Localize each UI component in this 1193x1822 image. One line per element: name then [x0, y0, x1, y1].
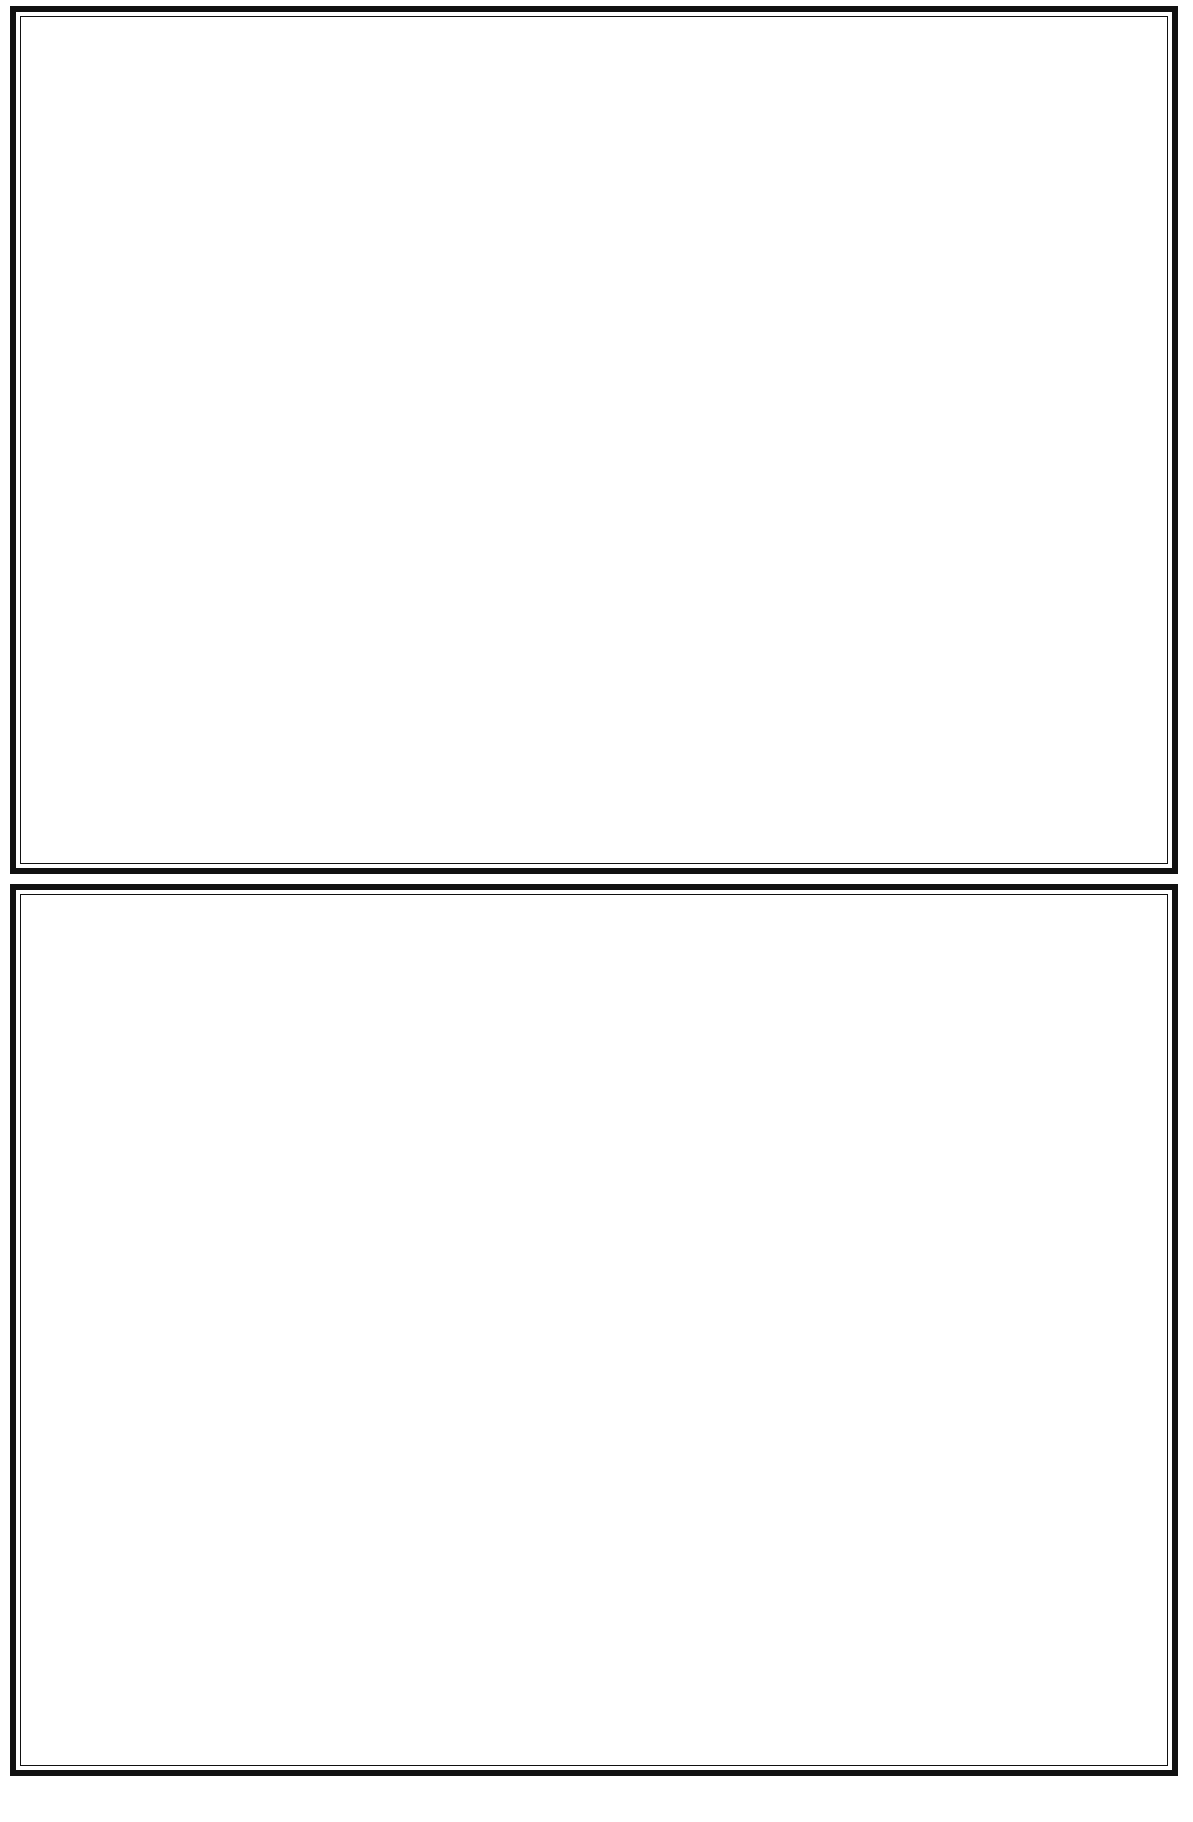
top-page — [10, 6, 1178, 874]
bottom-page-columns — [20, 894, 1168, 1766]
top-page-columns — [20, 16, 1168, 864]
bottom-page — [10, 884, 1178, 1776]
